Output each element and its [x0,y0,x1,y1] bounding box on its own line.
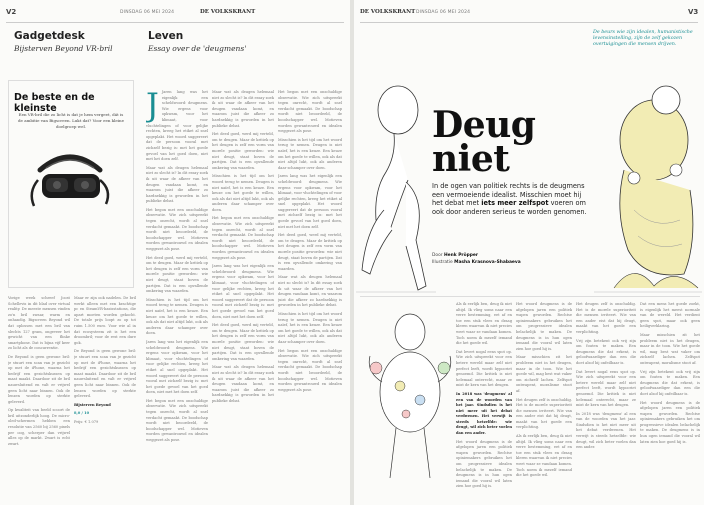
essay-paragraph: Maar wat als deugen helemaal niet zo slecht is? In dit essay zoek ik uit waar de afkeer van het deugen vandaan komt, en waarom juist die afkeer zo hardnekkig is geworden in het publieke debat. [212,90,274,128]
body-paragraph: Het deugen zelf is onschuldig. Het is de morele superioriteit die mensen irriteert. Wie van een ander eist dat hij deugt, maakt van het goede een verplichting. [516,397,572,430]
essay-paragraph: Maar wat als deugen helemaal niet zo slecht is? In dit essay zoek ik uit waar de afkeer van het deugen vandaan komt, en waarom juist die afkeer zo hardnekkig is geworden in het publieke debat. [212,365,274,403]
section2-title: Leven [148,30,184,42]
essay-paragraph: Misschien is het tijd om het woord terug te nemen. Deugen is niet naïef, het is een keuze. Een keuze om het goede te willen, ook als dat niet altijd lukt, ook als anderen daar schamper over doen. [278,137,342,170]
brand: DE VOLKSKRANT [200,9,256,15]
body-column-4 [640,302,700,498]
essay-paragraph: Het begon met een onschuldige observatie. Wie zich uitspreekt tegen onrecht, wordt al snel verdacht gemaakt. De boodschap wordt niet beoordeeld, de boodschapper wel. Motieven worden gewantrouwd en idealen weggezet als pose. [146,207,208,252]
body-paragraph: Als ik eerlijk ben, deug ik niet altijd. Ik vlieg soms naar een verre bestemming, eet af en toe een stuk vlees en draag kleren waarvan ik niet precies weet waar ze vandaan komen. Toch noem ik mezelf iemand die het goede wil. [516,434,572,478]
box-intro: Een VR-bril die zo licht is dat je hem vergeet, dát is de ambitie van Bigscreen. Lukt dat? Voor een kleine doelgroep wel. [18,112,124,129]
intro-blurb: De beurs wie zijn idealen, humanistische levensinstelling, zijn de zelf gekozen overtuigingen die mensen drijven. [593,30,693,48]
essay-paragraph: Jaren lang was het eigenlijk een scheldwoord: deugmens. Wie ergens voor opkwam, voor het klimaat, voor vluchtelingen of voor gelijke rechten, kreeg het etiket al snel opgeplakt. Het woord suggereert dat de persoon vooral met zichzelf bezig is: met het goede gevoel van het goed doen, niet met het doen zelf. [278,174,342,229]
section-subtitle: Bijsterven Beyond VR-bril [14,44,113,53]
lead-paragraph [432,182,592,216]
essay-paragraph: Het begon met een onschuldige observatie. Wie zich uitspreekt tegen onrecht, wordt al snel verdacht gemaakt. De boodschap wordt niet beoordeeld, de boodschapper wel. Motieven worden gewantrouwd en idealen weggezet als pose. [278,90,342,134]
main-headline [432,104,536,180]
body-column-3 [576,302,636,498]
body-paragraph: Vrij zijn betekent ook vrij zijn om fouten te maken. Een deugmens die dat erkent, is geloofwaardiger dan een die doet alsof hij onfeilbaar is. [640,369,700,396]
page-number: V3 [688,8,699,16]
body-paragraph: Het woord deugmens is de afgelopen jaren een politiek wapen geworden. Rechtse opiniemakers gebruiken het om progressieve idealen belachelijk te maken. De deugmens is in hun ogen iemand die vooral wil laten zien hoe goed hij is. [516,302,572,351]
body-column-2 [516,302,572,498]
body-paragraph: Het woord deugmens is de afgelopen jaren een politiek wapen geworden. Rechtse opiniemakers gebruiken het om progressieve idealen belachelijk te maken. De deugmens is in hun ogen iemand die vooral wil laten zien hoe goed hij is. [640,400,700,444]
section2-subtitle: Essay over de 'deugmens' [148,44,247,53]
section-divider [360,296,700,297]
review-paragraph: De Beyond is geen gewone bril: je stuurt een scan van je gezicht op met de iPhone, waarna het bedrijf een gezichtskussen op maat maakt. Daardoor zit de bril nauwsluitend en valt er vrijwel geen licht naar binnen. Ook de lenzen worden op sterkte geleverd. [74,349,136,399]
essay-column-2 [212,90,274,496]
top-rule [360,22,698,23]
body-paragraph: Dat een mens het goede zoekt, is eigenlijk het meest normale van de wereld. Het verdient geen spot, maar ook geen heiligverklaring. [640,302,700,329]
verdict-price: Prijs: € 1.079 [74,419,99,424]
essay-paragraph: Misschien is het tijd om het woord terug te nemen. Deugen is niet naïef, het is een keuze. Een keuze om het goede te willen, ook als dat niet altijd lukt, ook als anderen daar schamper over doen. [146,297,208,336]
verdict-score: 8,0 / 10 [74,411,90,416]
essay-paragraph: Jaren lang was het eigenlijk een scheldwoord: deugmens. Wie ergens voor opkwam, voor het klimaat, voor vluchtelingen of voor gelijke rechten, kreeg het etiket al snel opgeplakt. Het woord suggereert dat de persoon vooral met zichzelf bezig is: met het goede gevoel van het goed doen, niet met het doen zelf. [212,264,274,319]
essay-paragraph: Misschien is het tijd om het woord terug te nemen. Deugen is niet naïef, het is een keuze. Een keuze om het goede te willen, ook als dat niet altijd lukt, ook als anderen daar schamper over doen. [212,174,274,212]
brand: DE VOLKSKRANT [360,9,416,15]
body-paragraph: Maar misschien zit het probleem niet in het deugen, maar in de toon. Wie het goede wil, mag best wat vaker om zichzelf lachen. Zelfspot ontwapent, moralisme stoot af. [640,332,700,365]
review-paragraph: Vorige week schreef Joost Schellevis in dit blad over virtual reality. De meeste mensen vinden zo'n bril zwaar, warm en onhandig. Bigscreen Beyond wil dat oplossen met een bril van slechts 127 gram, ongeveer het gewicht van een flinke smartphone. Dat is bijna vijf keer zo licht als de concurrentie. [8,296,70,351]
review-column-2 [74,296,136,496]
headline-line-1: Deug [432,104,536,146]
illustration-baby-with-badges [360,302,460,498]
essay-paragraph: Maar wat als deugen helemaal niet zo slecht is? In dit essay zoek ik uit waar de afkeer van het deugen vandaan komt, en waarom juist die afkeer zo hardnekkig is geworden in het publieke debat. [278,275,342,308]
body-paragraph: Dat levert nogal eens spot op. Wie zich uitspreekt voor een betere wereld maar zelf niet perfect leeft, wordt hypocriet genoemd. Die kritiek is niet helemaal onterecht, maar ze mist de kern van het deugen. [576,369,636,408]
page-number: V2 [6,8,17,16]
essay-paragraph: Jaren lang was het eigenlijk een scheldwoord: deugmens. Wie ergens voor opkwam, voor het klimaat, voor vluchtelingen of voor gelijke rechten, kreeg het etiket al snel opgeplakt. Het woord suggereert dat de persoon vooral met zichzelf bezig is: met het goede gevoel van het goed doen, niet met het doen zelf. [146,90,208,162]
drop-cap: J [146,90,159,124]
body-paragraph: In 2018 was 'deugmens' al een van de woorden van het jaar. Sindsdien is het niet meer uit het debat verdwenen. Het verwijt is steeds hetzelfde: wie deugt, wil zich beter voelen dan een ander. [576,411,636,450]
review-column-1 [8,296,70,496]
illustration-robed-figure [594,60,702,300]
lead-text-1: In de ogen van politiek rechts is de deugmens een vermoeiende idealist. Misschien moet hij het debat met [432,182,585,207]
essay-paragraph: Het deed goed, werd mij verteld, om te deugen. Maar de kritiek op het deugen is zelf een vorm van morele positie geworden: wie niet deugt, staat boven de partijen. Dat is een opvallende omkering van waarden. [146,255,208,294]
body-paragraph: In 2018 was 'deugmens' al een van de woorden van het jaar. Sindsdien is het niet meer uit het debat verdwenen. Het verwijt is steeds hetzelfde: wie deugt, wil zich beter voelen dan een ander. [456,391,512,436]
body-paragraph: Als ik eerlijk ben, deug ik niet altijd. Ik vlieg soms naar een verre bestemming, eet af en toe een stuk vlees en draag kleren waarvan ik niet precies weet waar ze vandaan komen. Toch noem ik mezelf iemand die het goede wil. [456,302,512,346]
body-paragraph: Maar misschien zit het probleem niet in het deugen, maar in de toon. Wie het goede wil, mag best wat vaker om zichzelf lachen. Zelfspot ontwapent, moralisme stoot af. [516,355,572,393]
body-paragraph: Dat levert nogal eens spot op. Wie zich uitspreekt voor een betere wereld maar zelf niet perfect leeft, wordt hypocriet genoemd. Die kritiek is niet helemaal onterecht, maar ze mist de kern van het deugen. [456,349,512,388]
essay-paragraph: Misschien is het tijd om het woord terug te nemen. Deugen is niet naïef, het is een keuze. Een keuze om het goede te willen, ook als dat niet altijd lukt, ook als anderen daar schamper over doen. [278,311,342,344]
review-paragraph: Maar er zijn ook nadelen. De bril werkt alleen met een krachtige pc en SteamVR-basisstations, die apart moeten worden gekocht. De totale prijs loopt zo op tot ruim 1.500 euro. Voor wie al in dat ecosysteem zit is het een droombril; voor de rest een dure gok. [74,296,136,345]
body-paragraph: Vrij zijn betekent ook vrij zijn om fouten te maken. Een deugmens die dat erkent, is geloofwaardiger dan een die doet alsof hij onfeilbaar is. [576,338,636,365]
author-name: Henk Pröpper [443,253,479,258]
illustration-seated-figure [356,60,436,300]
essay-paragraph: Het begon met een onschuldige observatie. Wie zich uitspreekt tegen onrecht, wordt al snel verdacht gemaakt. De boodschap wordt niet beoordeeld, de boodschapper wel. Motieven worden gewantrouwd en idealen weggezet als pose. [212,216,274,260]
illustration-label: Illustratie [432,260,453,265]
top-rule [6,22,344,23]
body-column-1 [456,302,512,498]
essay-column-1 [146,90,208,496]
essay-paragraph: Het deed goed, werd mij verteld, om te deugen. Maar de kritiek op het deugen is zelf een vorm van morele positie geworden: wie niet deugt, staat boven de partijen. Dat is een opvallende omkering van waarden. [212,132,274,170]
box-headline: De beste en de kleinste [14,92,95,114]
essay-column-3 [278,90,342,496]
essay-paragraph: Het deed goed, werd mij verteld, om te deugen. Maar de kritiek op het deugen is zelf een vorm van morele positie geworden: wie niet deugt, staat boven de partijen. Dat is een opvallende omkering van waarden. [278,233,342,271]
folio-date: DINSDAG 06 MEI 2024 [120,10,175,15]
headline-line-2: niet [432,138,510,180]
verdict-label: Bijsterven Beyond [74,402,111,407]
essay-paragraph: Jaren lang was het eigenlijk een scheldwoord: deugmens. Wie ergens voor opkwam, voor het klimaat, voor vluchtelingen of voor gelijke rechten, kreeg het etiket al snel opgeplakt. Het woord suggereert dat de persoon vooral met zichzelf bezig is: met het goede gevoel van het goed doen, niet met het doen zelf. [146,339,208,395]
body-paragraph: Het deugen zelf is onschuldig. Het is de morele superioriteit die mensen irriteert. Wie van een ander eist dat hij deugt, maakt van het goede een verplichting. [576,302,636,334]
essay-paragraph: Het begon met een onschuldige observatie. Wie zich uitspreekt tegen onrecht, wordt al snel verdacht gemaakt. De boodschap wordt niet beoordeeld, de boodschapper wel. Motieven worden gewantrouwd en idealen weggezet als pose. [278,348,342,392]
folio-date: DINSDAG 06 MEI 2024 [416,10,471,15]
vr-headset-image [20,140,120,215]
essay-paragraph: Maar wat als deugen helemaal niet zo slecht is? In dit essay zoek ik uit waar de afkeer van het deugen vandaan komt, en waarom juist die afkeer zo hardnekkig is geworden in het publieke debat. [146,165,208,204]
illustrator-name: Masha Krasnova-Shabaeva [454,260,521,265]
review-paragraph: Op kwaliteit van beeld scoort de bril uitzonderlijk hoog. De micro-oled-schermen hebben een resolutie van 2560 bij 2560 pixels per oog, scherper dan vrijwel alles op de markt. Zwart is echt zwart. [8,408,70,446]
byline-label: Door [432,253,443,258]
essay-paragraph: Het deed goed, werd mij verteld, om te deugen. Maar de kritiek op het deugen is zelf een vorm van morele positie geworden: wie niet deugt, staat boven de partijen. Dat is een opvallende omkering van waarden. [212,323,274,361]
byline [432,252,521,266]
essay-paragraph: Het begon met een onschuldige observatie. Wie zich uitspreekt tegen onrecht, wordt al snel verdacht gemaakt. De boodschap wordt niet beoordeeld, de boodschapper wel. Motieven worden gewantrouwd en idealen weggezet als pose. [146,398,208,443]
body-paragraph: Het woord deugmens is de afgelopen jaren een politiek wapen geworden. Rechtse opiniemakers gebruiken het om progressieve idealen belachelijk te maken. De deugmens is in hun ogen iemand die vooral wil laten zien hoe goed hij is. [456,439,512,489]
left-page [0,0,350,505]
lead-text-2: voeren om ook door anderen serieus te worden genomen. [432,199,587,216]
review-paragraph: De Beyond is geen gewone bril: je stuurt een scan van je gezicht op met de iPhone, waarna het bedrijf een gezichtskussen op maat maakt. Daardoor zit de bril nauwsluitend en valt er vrijwel geen licht naar binnen. Ook de lenzen worden op sterkte geleverd. [8,354,70,404]
section-title: Gadgetdesk [14,30,85,42]
lead-emphasis: iets meer zelfspot [481,199,549,207]
